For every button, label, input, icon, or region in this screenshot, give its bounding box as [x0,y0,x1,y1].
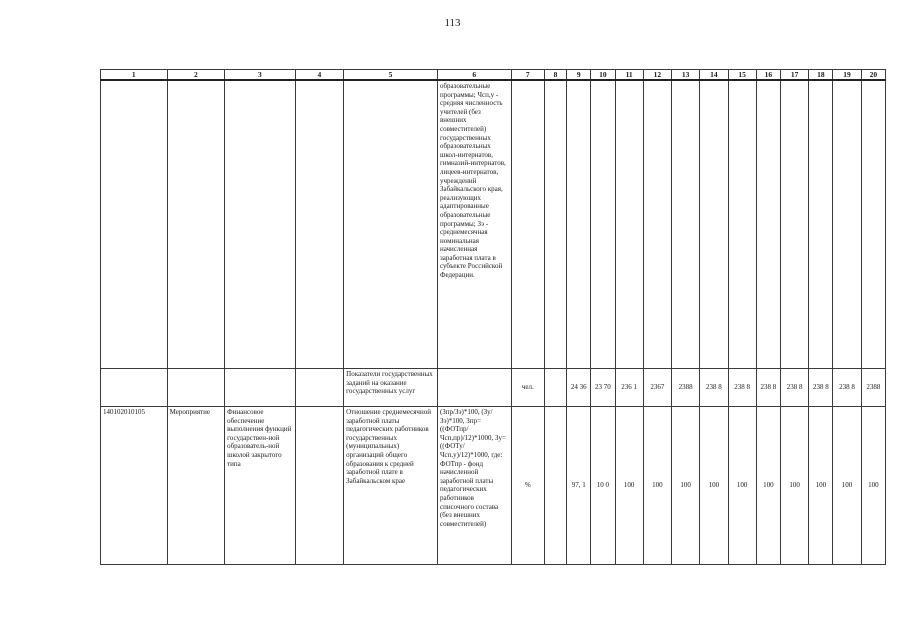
unit: % [511,407,544,565]
cell-empty [780,80,808,369]
value-cell: 238 8 [833,369,861,407]
value-cell: 100 [672,407,700,565]
header-cell: 2 [167,70,225,81]
header-cell: 9 [567,70,591,81]
table-row [101,407,886,565]
value-cell: 100 [833,407,861,565]
header-cell: 16 [756,70,780,81]
value-cell: 238 8 [728,369,756,407]
value-cell: 23 70 [591,369,615,407]
header-cell: 17 [780,70,808,81]
program-code: 140102010105 [101,407,168,565]
header-cell: 20 [861,70,885,81]
header-cell: 13 [672,70,700,81]
cell-empty [167,369,225,407]
cell-empty [225,369,296,407]
cell-empty [756,80,780,369]
value-cell: 238 8 [700,369,728,407]
item-title: Финансовое обеспечение выполнения функций государствен-ной образователь-ной школой закрытого типа [225,407,296,565]
cell-empty [101,369,168,407]
cell-empty [544,407,566,565]
cell-empty [295,80,343,369]
header-cell: 12 [643,70,671,81]
value-cell: 100 [780,407,808,565]
indicator-table [100,69,886,565]
table-row [101,369,886,407]
header-cell: 19 [833,70,861,81]
cell-empty [728,80,756,369]
header-cell: 15 [728,70,756,81]
value-cell: 238 8 [780,369,808,407]
cell-empty [833,80,861,369]
value-cell: 100 [756,407,780,565]
cell-empty [511,80,544,369]
value-cell: 238 8 [809,369,833,407]
value-cell: 100 [728,407,756,565]
value-cell: 100 [700,407,728,565]
header-cell: 4 [295,70,343,81]
value-cell: 97, 1 [567,407,591,565]
cell-empty [101,80,168,369]
cell-empty [615,80,643,369]
value-cell: 24 36 [567,369,591,407]
cell-empty [809,80,833,369]
value-cell: 100 [643,407,671,565]
cell-empty [544,369,566,407]
value-cell: 238 8 [756,369,780,407]
value-cell: 2388 [861,369,885,407]
cell-empty [643,80,671,369]
cell-empty [567,80,591,369]
cell-empty [295,407,343,565]
cell-empty [225,80,296,369]
value-cell: 236 1 [615,369,643,407]
unit: чел. [511,369,544,407]
header-cell: 14 [700,70,728,81]
indicator-name: Отношение среднемесячной заработной платы педагогических работников государственных (муниципальных) организаций общего образования к средней заработной плате в Забайкальском крае [344,407,438,565]
page-number: 113 [444,17,461,29]
cell-empty [700,80,728,369]
header-cell: 3 [225,70,296,81]
value-cell: 2367 [643,369,671,407]
header-cell: 7 [511,70,544,81]
formula-text: (Зпр/Зэ)*100, (Зу/Зэ)*100, Зпр=((ФОТпр/Чсп,пр)/12)*1000, Зу=((ФОТу/Чсп,у)/12)*1000, где: ФОТпр - фонд начисленной заработной платы педагогических работников списочного состава (без внешних совместителей) [437,407,511,565]
header-cell: 11 [615,70,643,81]
cell-empty [672,80,700,369]
header-cell: 5 [344,70,438,81]
cell-empty [544,80,566,369]
value-cell: 10 0 [591,407,615,565]
value-cell: 2388 [672,369,700,407]
cell-empty [861,80,885,369]
header-cell: 18 [809,70,833,81]
table-row [101,80,886,369]
cell-empty [295,369,343,407]
header-cell: 6 [437,70,511,81]
header-cell: 10 [591,70,615,81]
value-cell: 100 [615,407,643,565]
value-cell: 100 [861,407,885,565]
value-cell: 100 [809,407,833,565]
cell-empty [344,80,438,369]
header-row [101,70,886,81]
item-type: Мероприятие [167,407,225,565]
indicator-name: Показатели государственных заданий на оказание государственных услуг [344,369,438,407]
cell-empty [167,80,225,369]
header-cell: 1 [101,70,168,81]
cell-empty [437,369,511,407]
header-cell: 8 [544,70,566,81]
formula-text: образовательные программы; Чсп,у - средняя численность учителей (без внешних совместителей) государственных образовательных школ-интернатов, гимназий-интернатов, лицеев-интернатов, учреждений Забайкальского края, реализующих адаптированные образовательные программы; Зэ - среднемесячная номинальная начисленная заработная плата в субъекте Российской Федерации. [437,80,511,369]
cell-empty [591,80,615,369]
